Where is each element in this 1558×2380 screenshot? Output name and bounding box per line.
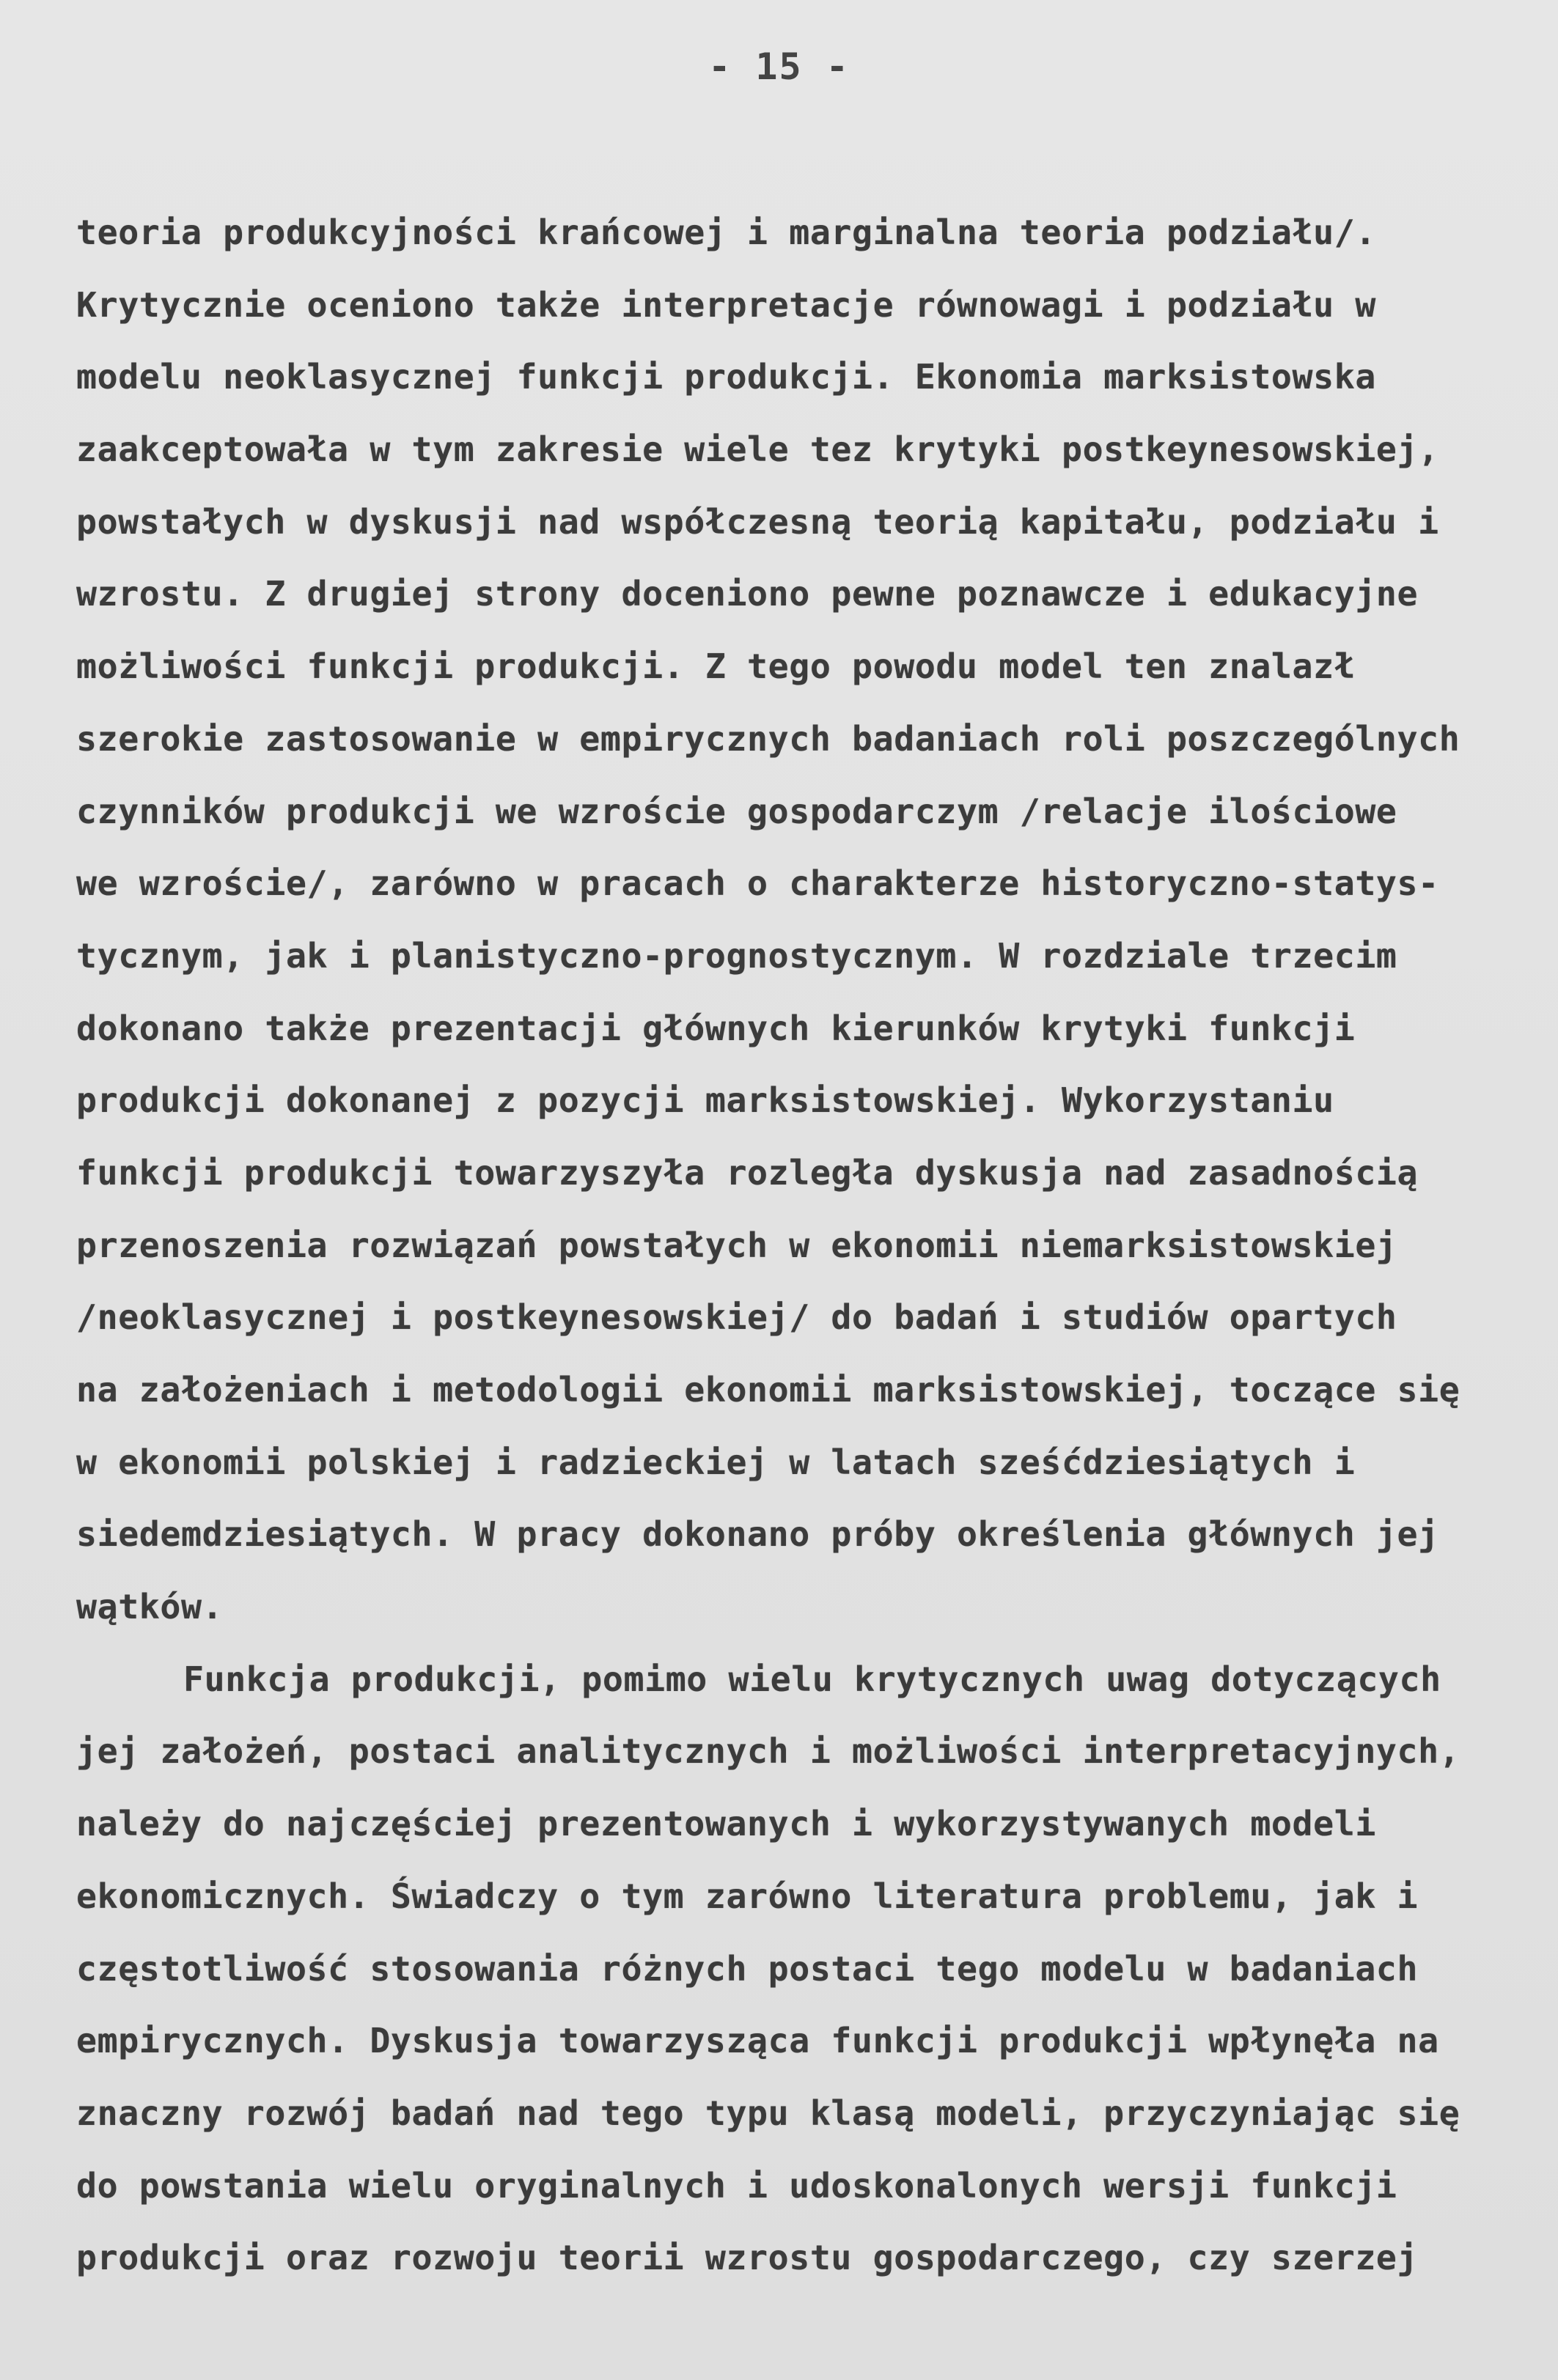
- text-line: jej założeń, postaci analitycznych i możliwości interpretacyjnych,: [76, 1731, 1460, 1772]
- text-line: wątków.: [76, 1587, 224, 1627]
- text-line: produkcji oraz rozwoju teorii wzrostu gospodarczego, czy szerzej: [76, 2238, 1419, 2278]
- text-line: czynników produkcji we wzroście gospodarczym /relacje ilościowe: [76, 791, 1397, 831]
- text-line: empirycznych. Dyskusja towarzysząca funkcji produkcji wpłynęła na: [76, 2021, 1439, 2061]
- text-line: modelu neoklasycznej funkcji produkcji. Ekonomia marksistowska: [76, 357, 1376, 397]
- text-line: we wzroście/, zarówno w pracach o charakterze historyczno-statys-: [76, 863, 1439, 904]
- text-line: produkcji dokonanej z pozycji marksistowskiej. Wykorzystaniu: [76, 1080, 1334, 1121]
- text-line: częstotliwość stosowania różnych postaci tego modelu w badaniach: [76, 1948, 1419, 1989]
- text-line: funkcji produkcji towarzyszyła rozległa dyskusja nad zasadnością: [76, 1152, 1419, 1193]
- text-line: przenoszenia rozwiązań powstałych w ekonomii niemarksistowskiej: [76, 1225, 1397, 1265]
- text-line: szerokie zastosowanie w empirycznych badaniach roli poszczególnych: [76, 718, 1460, 759]
- text-line: Krytycznie oceniono także interpretacje równowagi i podziału w: [76, 284, 1376, 325]
- text-line: dokonano także prezentacji głównych kierunków krytyki funkcji: [76, 1008, 1356, 1048]
- text-line: możliwości funkcji produkcji. Z tego powodu model ten znalazł: [76, 646, 1356, 687]
- text-line: Funkcja produkcji, pomimo wielu krytycznych uwag dotyczących: [183, 1659, 1441, 1699]
- text-line: /neoklasycznej i postkeynesowskiej/ do badań i studiów opartych: [76, 1297, 1397, 1338]
- text-line: siedemdziesiątych. W pracy dokonano próby określenia głównych jej: [76, 1514, 1439, 1555]
- text-line: w ekonomii polskiej i radzieckiej w latach sześćdziesiątych i: [76, 1442, 1356, 1482]
- text-line: powstałych w dyskusji nad współczesną teorią kapitału, podziału i: [76, 501, 1439, 542]
- text-line: do powstania wielu oryginalnych i udoskonalonych wersji funkcji: [76, 2165, 1397, 2206]
- text-line: na założeniach i metodologii ekonomii marksistowskiej, toczące się: [76, 1370, 1460, 1410]
- text-line: ekonomicznych. Świadczy o tym zarówno literatura problemu, jak i: [76, 1876, 1419, 1916]
- page-number: - 15 -: [708, 45, 850, 88]
- text-line: wzrostu. Z drugiej strony doceniono pewne poznawcze i edukacyjne: [76, 574, 1419, 614]
- text-line: zaakceptowała w tym zakresie wiele tez krytyki postkeynesowskiej,: [76, 430, 1439, 470]
- text-line: teoria produkcyjności krańcowej i marginalna teoria podziału/.: [76, 213, 1376, 252]
- body-text: [76, 196, 1528, 2294]
- text-line: tycznym, jak i planistyczno-prognostycznym. W rozdziale trzecim: [76, 935, 1397, 976]
- text-line: należy do najczęściej prezentowanych i wykorzystywanych modeli: [76, 1804, 1376, 1844]
- text-line: znaczny rozwój badań nad tego typu klasą modeli, przyczyniając się: [76, 2093, 1460, 2133]
